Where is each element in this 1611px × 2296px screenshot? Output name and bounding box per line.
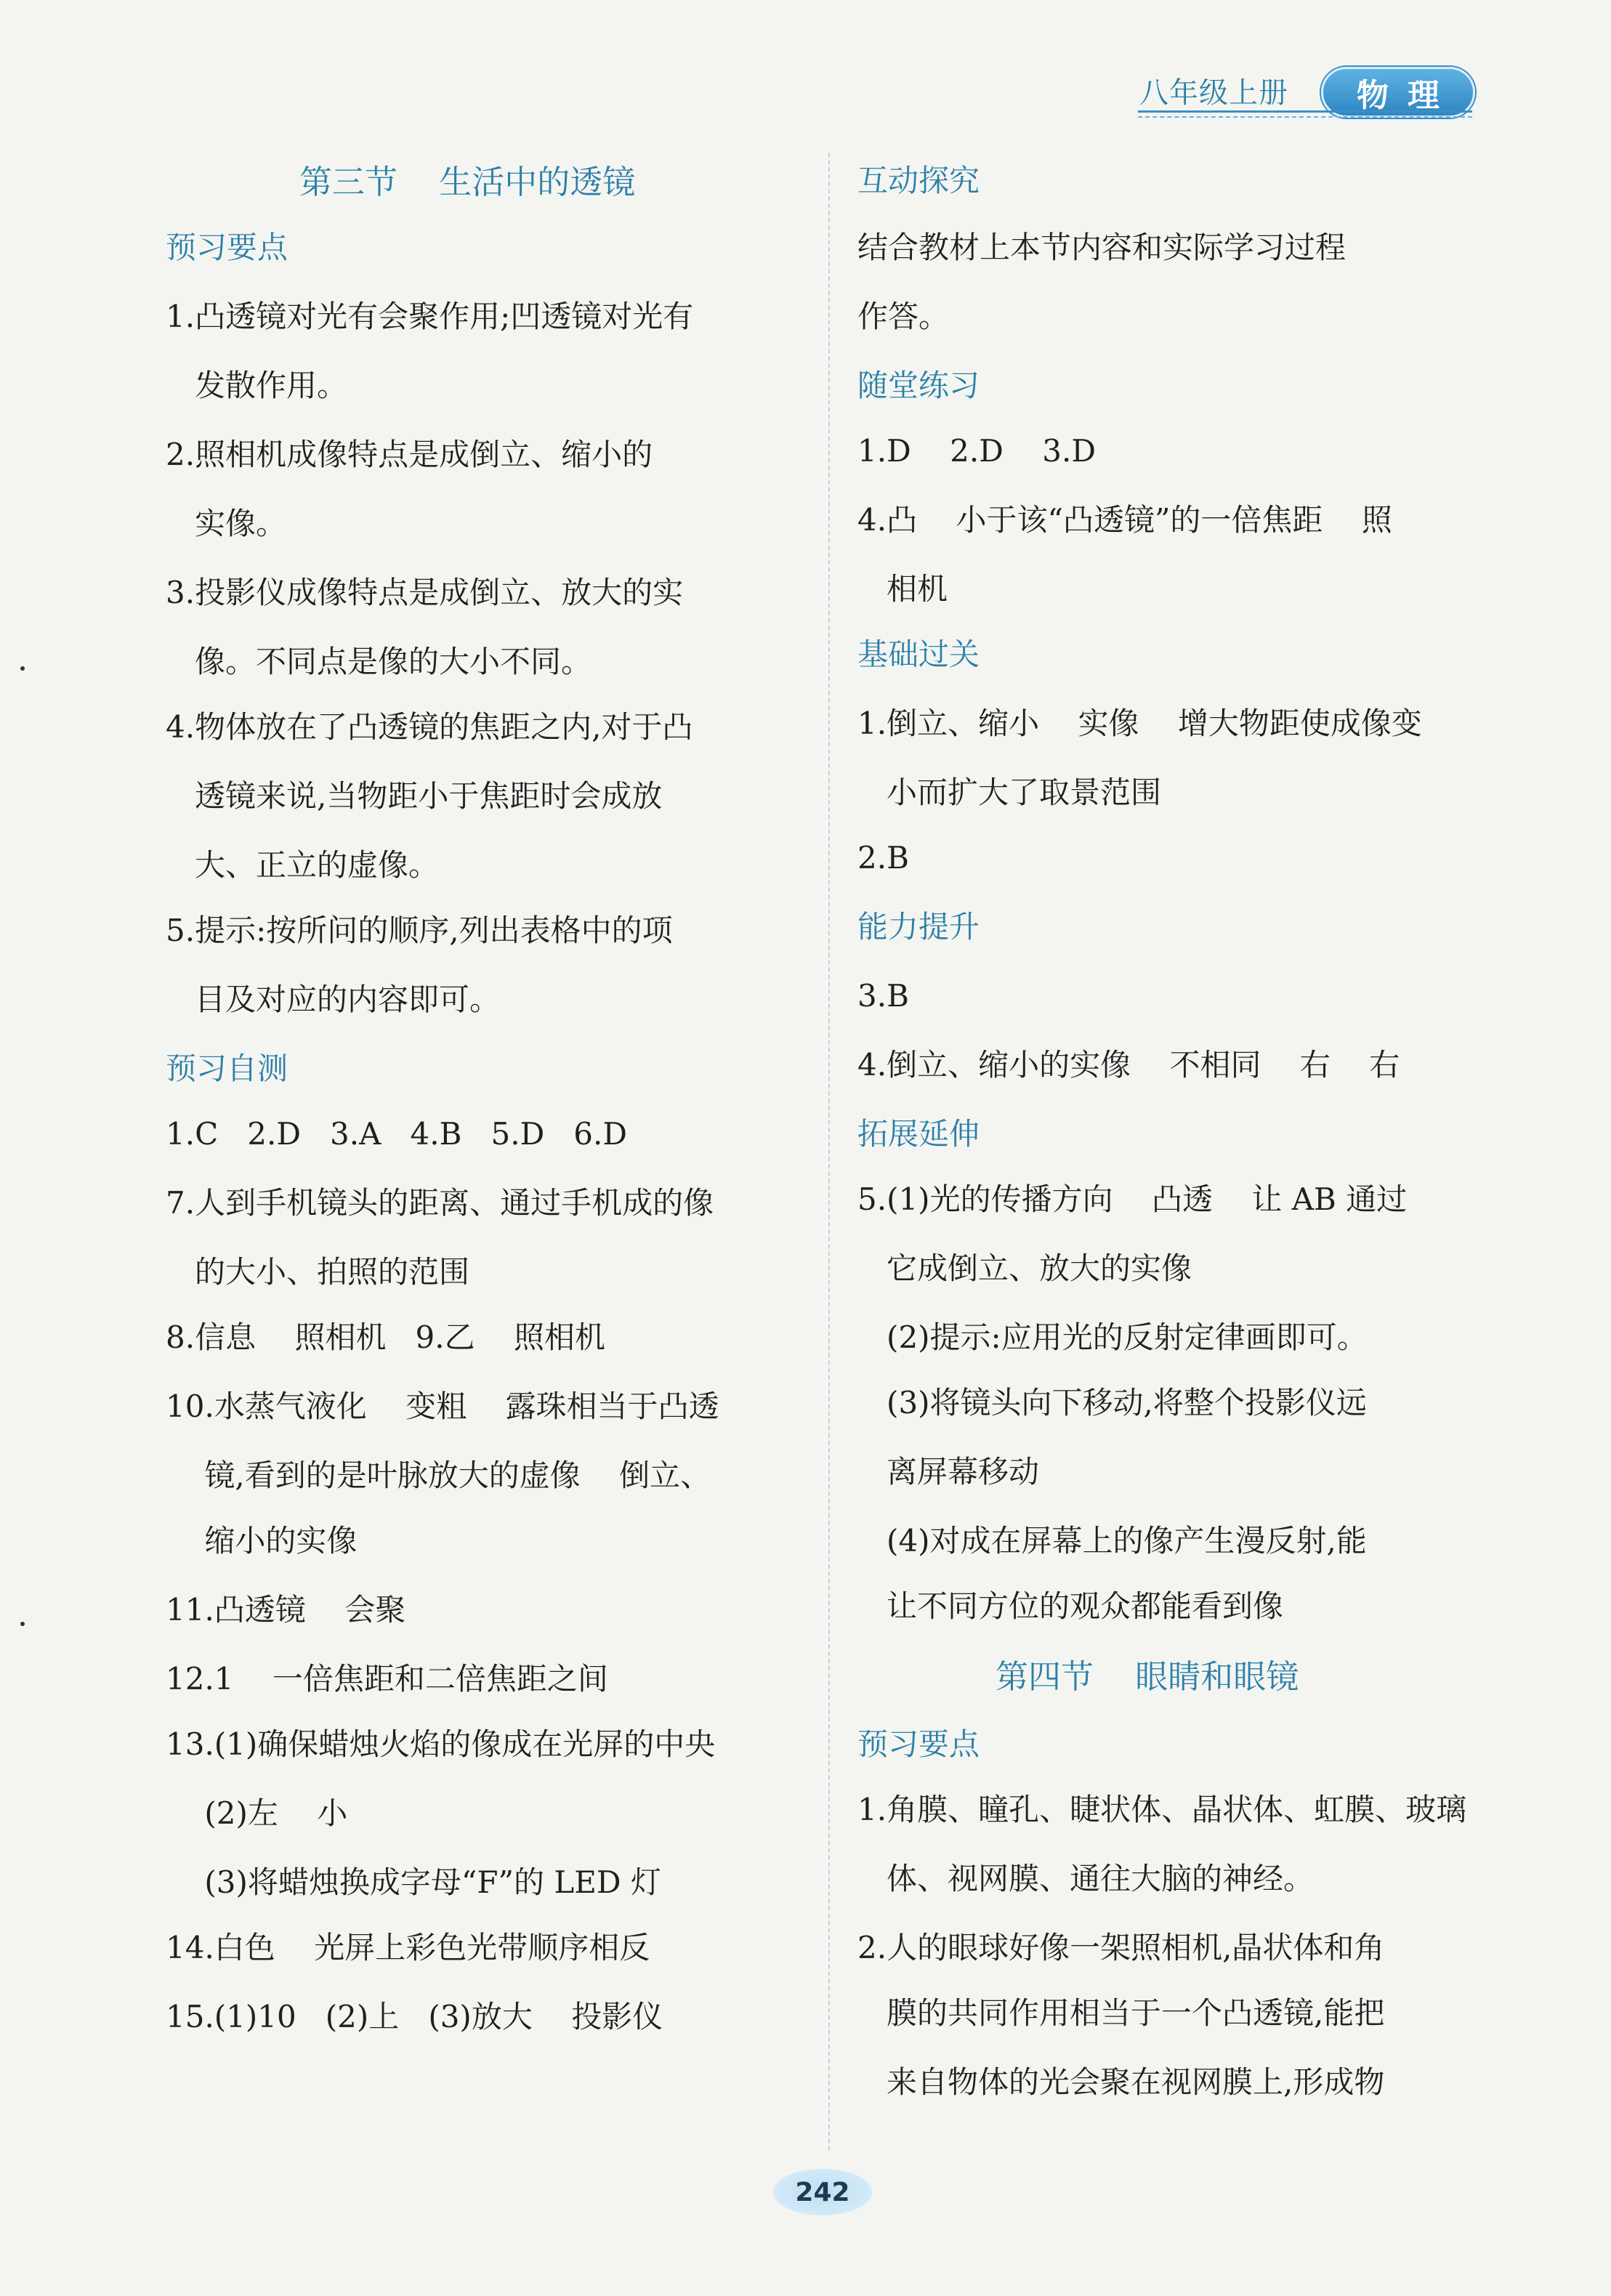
answer-line: 12.1 一倍焦距和二倍焦距之间: [166, 1661, 608, 1697]
answer-line: 发散作用。: [166, 368, 348, 403]
answer-line: 大、正立的虚像。: [166, 847, 440, 883]
answer-line: (2)提示:应用光的反射定律画即可。: [857, 1319, 1368, 1355]
header-rule-dashed: [1138, 116, 1472, 118]
header-rule: [1138, 110, 1472, 113]
answer-line: (2)左 小: [166, 1795, 348, 1831]
answer-line: 体、视网膜、通往大脑的神经。: [857, 1861, 1315, 1896]
answer-line: 镜,看到的是叶脉放大的虚像 倒立、: [166, 1458, 711, 1493]
scan-dot: [20, 1622, 25, 1626]
answer-line: 1.凸透镜对光有会聚作用;凹透镜对光有: [166, 299, 694, 334]
chapter-section-title: 第四节 眼睛和眼镜: [996, 1657, 1299, 1696]
answer-line: 3.投影仪成像特点是成倒立、放大的实: [166, 575, 684, 610]
answer-line: 10.水蒸气液化 变粗 露珠相当于凸透: [166, 1388, 719, 1424]
answer-line: 1.倒立、缩小 实像 增大物距使成像变: [857, 706, 1422, 741]
answer-line: 11.凸透镜 会聚: [166, 1592, 406, 1628]
answer-line: 小而扩大了取景范围: [857, 775, 1162, 810]
answer-line: 实像。: [166, 506, 287, 541]
answer-line: 5.(1)光的传播方向 凸透 让 AB 通过: [857, 1181, 1408, 1217]
answer-line: (3)将蜡烛换成字母“F”的 LED 灯: [166, 1864, 661, 1900]
answer-line: 2.B: [857, 840, 909, 876]
answer-line: 2.人的眼球好像一架照相机,晶状体和角: [857, 1930, 1385, 1965]
answer-line: 5.提示:按所问的顺序,列出表格中的项: [166, 913, 673, 948]
answer-line: 4.凸 小于该“凸透镜”的一倍焦距 照: [857, 502, 1392, 538]
section-heading: 预习自测: [166, 1051, 288, 1086]
answer-line: (4)对成在屏幕上的像产生漫反射,能: [857, 1523, 1367, 1559]
column-divider: [828, 153, 830, 2151]
section-heading: 基础过关: [857, 636, 980, 672]
answer-line: 透镜来说,当物距小于焦距时会成放: [166, 778, 663, 814]
scan-dot: [20, 666, 25, 671]
answer-line: 结合教材上本节内容和实际学习过程: [857, 230, 1346, 265]
answer-line: 的大小、拍照的范围: [166, 1254, 470, 1290]
answer-line: 它成倒立、放大的实像: [857, 1250, 1192, 1286]
answer-line: 离屏幕移动: [857, 1454, 1040, 1489]
grade-label: 八年级上册: [1139, 76, 1288, 110]
answer-line: 膜的共同作用相当于一个凸透镜,能把: [857, 1995, 1385, 2031]
answer-line: 2.照相机成像特点是成倒立、缩小的: [166, 437, 653, 472]
answer-line: 作答。: [857, 299, 950, 334]
subject-badge: 物理: [1321, 67, 1475, 118]
section-heading: 随堂练习: [857, 368, 980, 403]
answer-line: 1.D 2.D 3.D: [857, 433, 1097, 469]
answer-line: 缩小的实像: [166, 1523, 358, 1559]
section-heading: 能力提升: [857, 909, 980, 945]
answer-line: 像。不同点是像的大小不同。: [166, 644, 592, 679]
answer-line: 4.物体放在了凸透镜的焦距之内,对于凸: [166, 709, 693, 745]
answer-line: 相机: [857, 571, 948, 607]
answer-line: 14.白色 光屏上彩色光带顺序相反: [166, 1930, 650, 1965]
answer-line: 1.角膜、瞳孔、睫状体、晶状体、虹膜、玻璃: [857, 1792, 1467, 1827]
answer-line: (3)将镜头向下移动,将整个投影仪远: [857, 1385, 1367, 1420]
answer-line: 来自物体的光会聚在视网膜上,形成物: [857, 2064, 1385, 2100]
page-number: 242: [773, 2169, 872, 2215]
answer-line: 目及对应的内容即可。: [166, 982, 501, 1017]
answer-line: 15.(1)10 (2)上 (3)放大 投影仪: [166, 1999, 663, 2034]
answer-line: 8.信息 照相机 9.乙 照相机: [166, 1319, 606, 1355]
answer-line: 让不同方位的观众都能看到像: [857, 1588, 1284, 1624]
chapter-section-title: 第三节 生活中的透镜: [299, 163, 636, 201]
answer-line: 1.C 2.D 3.A 4.B 5.D 6.D: [166, 1116, 628, 1152]
section-heading: 预习要点: [857, 1726, 980, 1762]
section-heading: 预习要点: [166, 230, 288, 265]
answer-line: 7.人到手机镜头的距离、通过手机成的像: [166, 1185, 714, 1221]
answer-line: 4.倒立、缩小的实像 不相同 右 右: [857, 1047, 1400, 1083]
section-heading: 互动探究: [857, 163, 980, 198]
answer-line: 3.B: [857, 978, 909, 1014]
section-heading: 拓展延伸: [857, 1116, 980, 1152]
answer-line: 13.(1)确保蜡烛火焰的像成在光屏的中央: [166, 1726, 716, 1762]
